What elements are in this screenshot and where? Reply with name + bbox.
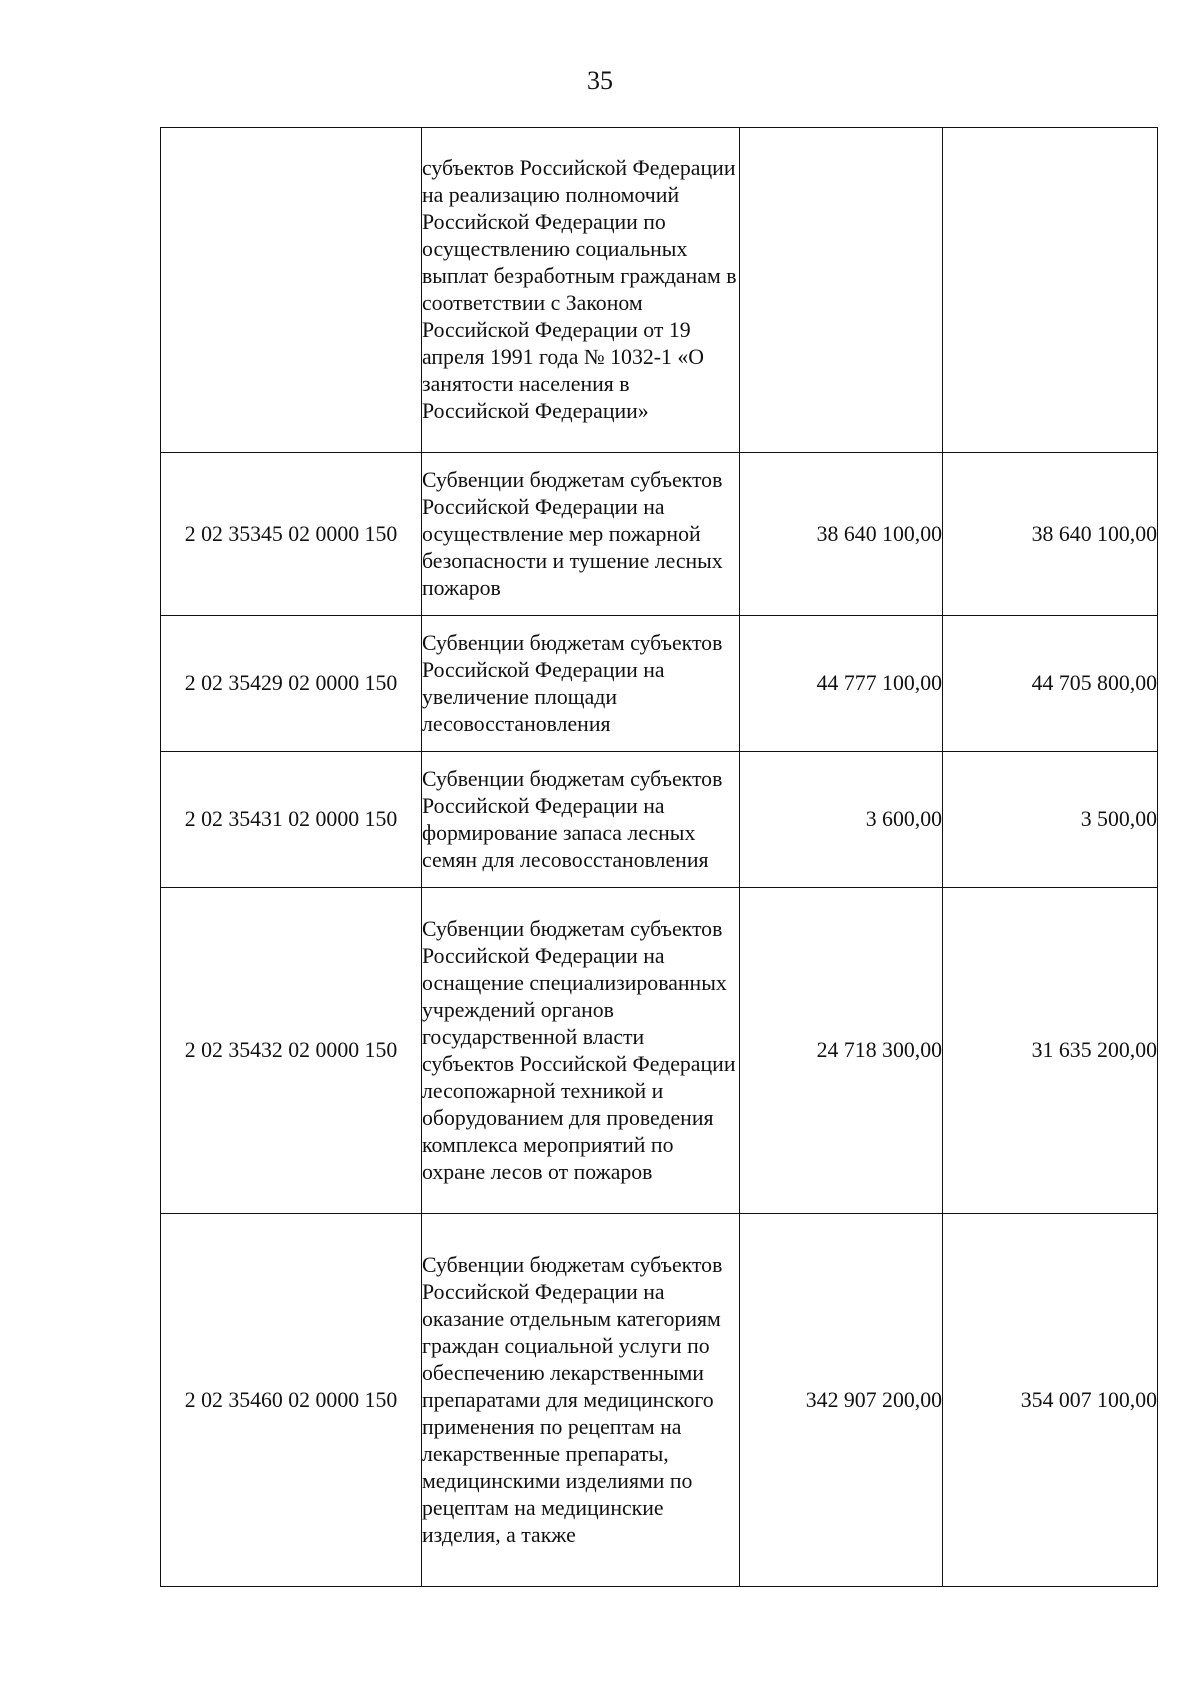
- table-row: [161, 453, 1158, 616]
- amount-cell-2: 31 635 200,00: [943, 888, 1158, 1214]
- budget-code-cell: 2 02 35432 02 0000 150: [161, 888, 422, 1214]
- table-row: [161, 128, 1158, 453]
- table-row: [161, 1214, 1158, 1587]
- amount-cell-1: 38 640 100,00: [740, 453, 943, 616]
- description-cell: [422, 752, 740, 888]
- description-text: Субвенции бюджетам субъектов Российской Федерации на оказание отдельным категориям граждан социальной услуги по обеспечению лекарственными препаратами для медицинского применения по рецептам на лекарственные препараты, медицинскими изделиями по рецептам на медицинские изделия, а также: [422, 1252, 723, 1547]
- amount-cell-2: 38 640 100,00: [943, 453, 1158, 616]
- amount-cell-1: 3 600,00: [740, 752, 943, 888]
- amount-cell-1: 342 907 200,00: [740, 1214, 943, 1587]
- amount-cell-2: 354 007 100,00: [943, 1214, 1158, 1587]
- description-cell: [422, 616, 740, 752]
- description-text: Субвенции бюджетам субъектов Российской Федерации на увеличение площади лесовосстановления: [422, 630, 723, 736]
- description-text: Субвенции бюджетам субъектов Российской Федерации на оснащение специализированных учреждений органов государственной власти субъектов Российской Федерации лесопожарной техникой и оборудованием для проведения комплекса мероприятий по охране лесов от пожаров: [422, 916, 736, 1184]
- table-row: [161, 616, 1158, 752]
- description-text: субъектов Российской Федерации на реализацию полномочий Российской Федерации по осуществлению социальных выплат безработным гражданам в соответствии с Законом Российской Федерации от 19 апреля 1991 года № 1032-1 «О занятости населения в Российской Федерации»: [422, 156, 737, 423]
- amount-cell-2: 3 500,00: [943, 752, 1158, 888]
- amount-cell-1: [740, 128, 943, 453]
- description-cell: [422, 128, 740, 453]
- description-text: Субвенции бюджетам субъектов Российской Федерации на формирование запаса лесных семян для лесовосстановления: [422, 766, 723, 872]
- budget-code-cell: [161, 128, 422, 453]
- table-row: [161, 888, 1158, 1214]
- amount-cell-1: 44 777 100,00: [740, 616, 943, 752]
- description-cell: [422, 888, 740, 1214]
- amount-cell-2: [943, 128, 1158, 453]
- budget-code-cell: 2 02 35429 02 0000 150: [161, 616, 422, 752]
- budget-code-cell: 2 02 35460 02 0000 150: [161, 1214, 422, 1587]
- description-text: Субвенции бюджетам субъектов Российской Федерации на осуществление мер пожарной безопасности и тушение лесных пожаров: [422, 467, 723, 600]
- description-cell: [422, 1214, 740, 1587]
- description-cell: [422, 453, 740, 616]
- page-number: 35: [587, 66, 613, 95]
- budget-code-cell: 2 02 35345 02 0000 150: [161, 453, 422, 616]
- budget-code-cell: 2 02 35431 02 0000 150: [161, 752, 422, 888]
- budget-table: [160, 127, 1158, 1587]
- table-row: [161, 752, 1158, 888]
- amount-cell-1: 24 718 300,00: [740, 888, 943, 1214]
- amount-cell-2: 44 705 800,00: [943, 616, 1158, 752]
